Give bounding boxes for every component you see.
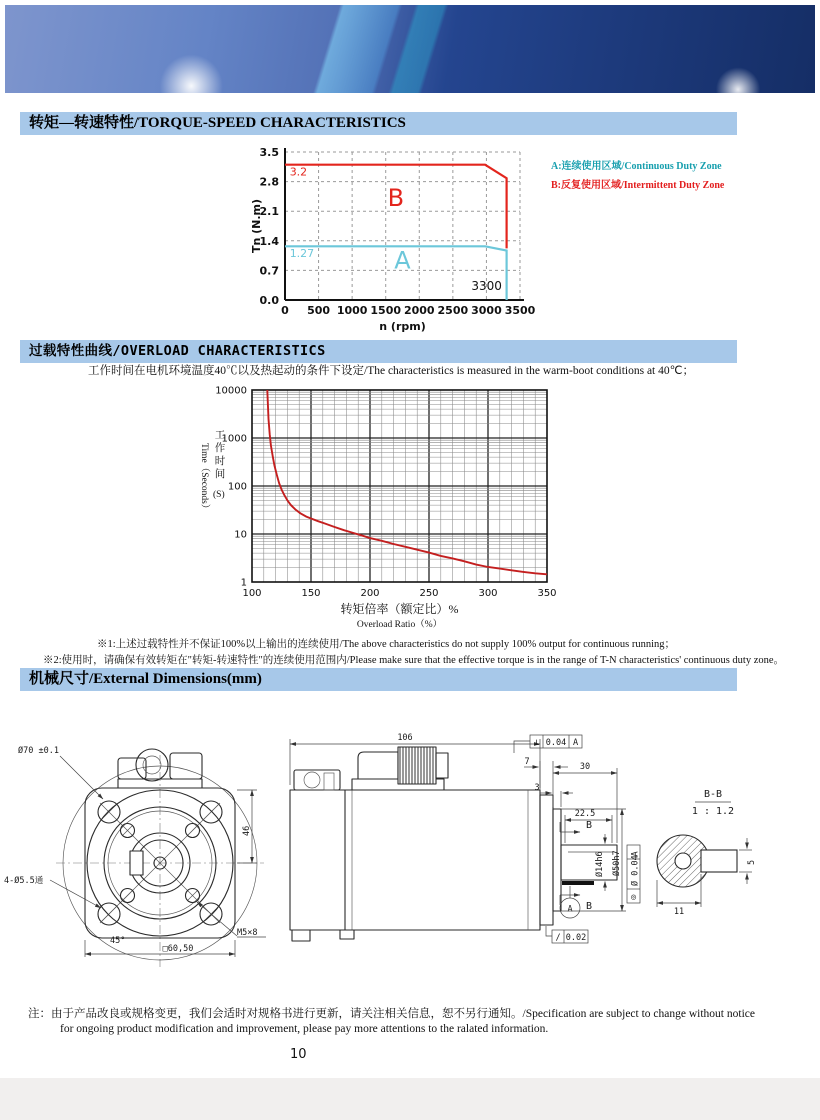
perp-datum: A [572, 738, 579, 748]
svg-text:500: 500 [307, 304, 331, 317]
svg-text:(S): (S) [213, 490, 225, 500]
flatness-tolerance-frame [546, 926, 588, 943]
legend-continuous-duty-zone: A:连续使用区域/Continuous Duty Zone [551, 161, 722, 172]
svg-text:1.4: 1.4 [259, 234, 279, 248]
svg-text:3.5: 3.5 [259, 146, 279, 159]
svg-text:100: 100 [227, 481, 247, 493]
svg-text:B: B [387, 184, 405, 213]
svg-text:250: 250 [419, 588, 439, 599]
svg-text:转矩倍率（额定比）%: 转矩倍率（额定比）% [340, 602, 459, 616]
torque-speed-chart [230, 138, 570, 335]
section-mark-b-top: B [585, 820, 593, 831]
overload-footnote-1: ※1:上述过载特性并不保证100%以上输出的连续使用/The above characteristics do not supply 100% output for continuous running； [97, 639, 676, 650]
side-power-connector [352, 747, 448, 790]
overload-footnote-2: ※2:使用时，请确保有效转矩在"转矩-转速特性"的连续使用范围内/Please make sure that the effective torque is in the range of T-N characteristics' continuous duty zone。 [43, 655, 785, 666]
dim-spigot-depth-3: 3 [534, 783, 540, 793]
svg-text:时: 时 [214, 456, 226, 467]
section-mark-b-bottom: B [585, 901, 593, 912]
svg-text:350: 350 [537, 588, 557, 599]
svg-text:3300: 3300 [471, 278, 502, 293]
conc-value: Ø 0.04 [630, 855, 641, 886]
dim-spigot-diameter: Ø50h7 [612, 850, 622, 876]
dim-flange-square: □60,50 [162, 944, 194, 954]
svg-text:200: 200 [360, 588, 380, 599]
page-number: 10 [290, 1047, 307, 1062]
mechanical-drawing [0, 695, 820, 1000]
dim-hole-angle: 45° [110, 936, 126, 946]
svg-text:300: 300 [478, 588, 498, 599]
svg-text:0.7: 0.7 [259, 264, 279, 278]
svg-text:0: 0 [281, 304, 289, 317]
flat-value: 0.02 [565, 933, 587, 943]
concentricity-tolerance-frame [627, 845, 641, 903]
bottom-margin-strip [0, 1078, 820, 1120]
svg-text:A: A [394, 246, 411, 275]
section-header-torque-speed: 转矩—转速特性/TORQUE-SPEED CHARACTERISTICS [20, 112, 737, 135]
svg-text:3.2: 3.2 [289, 165, 308, 179]
svg-text:间: 间 [214, 469, 226, 480]
dim-height-46: 46 [242, 825, 252, 836]
svg-text:1: 1 [240, 577, 247, 589]
perp-value: 0.04 [545, 738, 567, 748]
svg-text:Overload Ratio（%）: Overload Ratio（%） [356, 620, 443, 630]
svg-text:150: 150 [301, 588, 321, 599]
svg-text:2500: 2500 [437, 304, 469, 317]
svg-text:3000: 3000 [471, 304, 502, 317]
svg-text:10: 10 [234, 529, 247, 541]
conc-datum: A [630, 851, 641, 857]
dim-shaft-length-30: 30 [579, 762, 591, 772]
perp-symbol: ⊥ [533, 738, 540, 748]
side-view [290, 733, 641, 943]
svg-text:工: 工 [214, 430, 226, 441]
dim-key-height-5: 5 [747, 859, 757, 865]
dim-key-offset-11: 11 [673, 907, 685, 917]
footer-note-line2: for ongoing product modification and improvement, please pay more attentions to the ralated information. [60, 1023, 549, 1035]
front-view [4, 745, 266, 967]
dim-mounting-holes: 4-Ø5.5通 [4, 876, 44, 886]
svg-text:0.0: 0.0 [259, 294, 279, 307]
section-header-overload: 过载特性曲线/OVERLOAD CHARACTERISTICS [20, 340, 737, 363]
dim-flange-thickness-7: 7 [524, 757, 530, 767]
svg-text:2.8: 2.8 [259, 175, 279, 189]
svg-text:1000: 1000 [221, 433, 247, 445]
section-bb-scale: 1 : 1.2 [691, 806, 735, 817]
dim-shaft-diameter: Ø14h6 [595, 851, 605, 877]
svg-text:1000: 1000 [336, 304, 368, 317]
side-encoder-connector [294, 770, 340, 790]
section-bb-view [657, 789, 757, 917]
section-bb-title: B-B [703, 789, 723, 800]
svg-text:2.1: 2.1 [259, 205, 279, 219]
svg-text:2000: 2000 [403, 304, 435, 317]
footer-note-line1: 注：由于产品改良或规格变更，我们会适时对规格书进行更新，请关注相关信息，恕不另行通知。/Specification are subject to change without notice [28, 1008, 755, 1020]
svg-text:n (rpm): n (rpm) [379, 320, 426, 333]
svg-text:1500: 1500 [370, 304, 402, 317]
svg-text:100: 100 [242, 588, 262, 599]
svg-text:Time（Seconds）: Time（Seconds） [199, 443, 209, 514]
flat-symbol: / [555, 933, 561, 943]
shaft-key [562, 881, 594, 885]
conc-symbol: ◎ [630, 892, 637, 903]
datum-a-label: A [567, 904, 573, 915]
dim-key-length-22-5: 22.5 [574, 809, 596, 819]
section-header-dimensions: 机械尺寸/External Dimensions(mm) [20, 668, 737, 691]
overload-chart [180, 380, 610, 635]
top-banner-graphic [5, 5, 815, 93]
svg-text:3500: 3500 [504, 304, 536, 317]
svg-text:10000: 10000 [215, 385, 247, 397]
svg-text:Tn (N.m): Tn (N.m) [250, 198, 263, 254]
dim-length-106: 106 [397, 733, 413, 743]
overload-test-condition: 工作时间在电机环境温度40℃以及热起动的条件下设定/The characteristics is measured in the warm-boot conditions at 40℃； [88, 365, 695, 377]
svg-text:1.27: 1.27 [289, 246, 315, 260]
front-connector [118, 749, 202, 788]
dim-flange-diameter: Ø70 ±0.1 [18, 746, 59, 756]
legend-intermittent-duty-zone: B:反复使用区域/Intermittent Duty Zone [551, 180, 725, 191]
svg-text:作: 作 [214, 443, 226, 454]
dim-screw-size: M5×8 [237, 928, 258, 938]
